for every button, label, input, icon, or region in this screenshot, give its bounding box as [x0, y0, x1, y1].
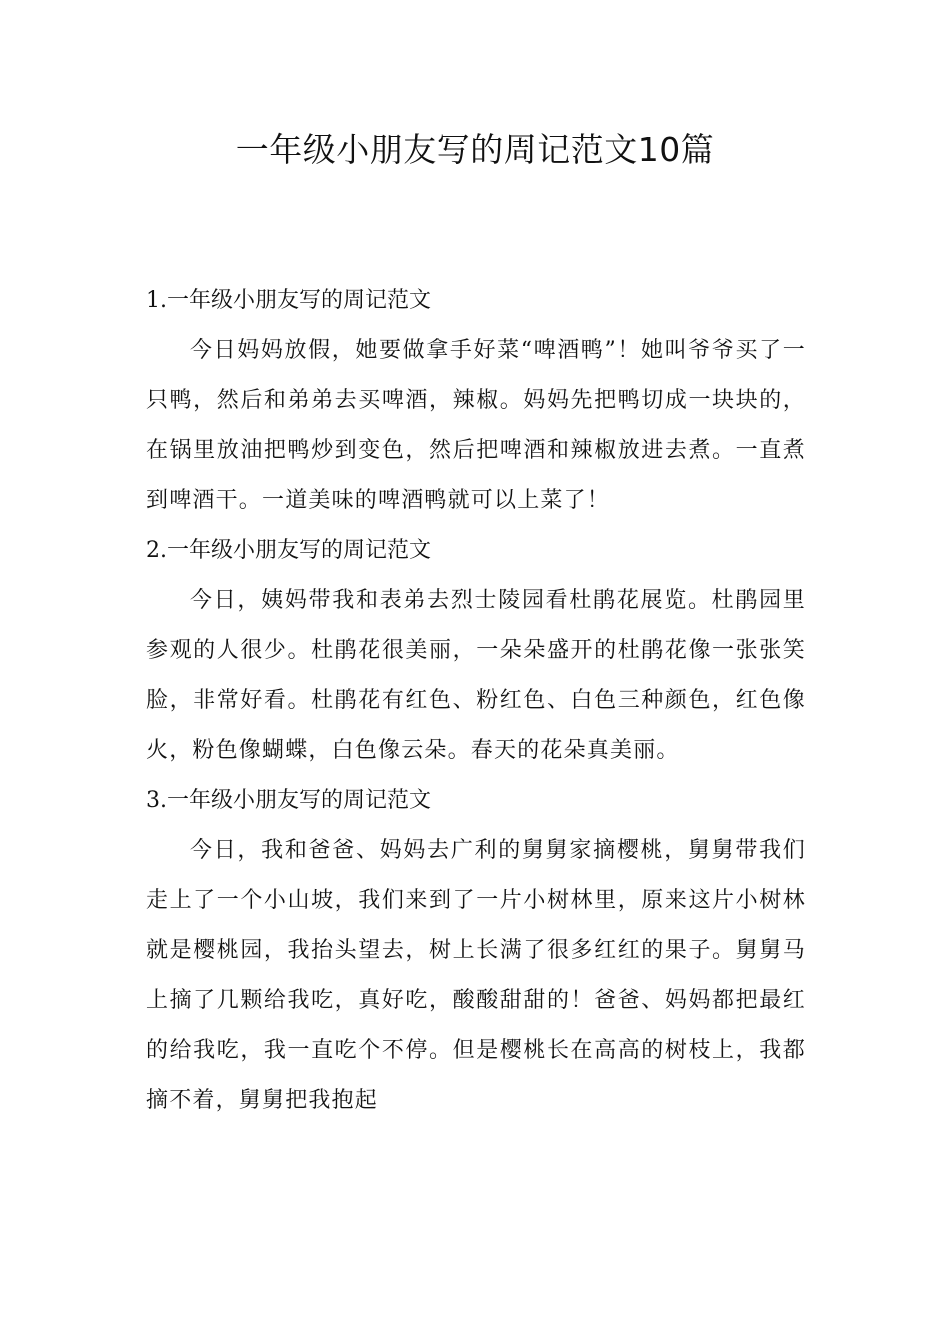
document-title: 一年级小朋友写的周记范文10篇 [235, 130, 715, 169]
section-1 [146, 276, 806, 526]
section-heading: 1.一年级小朋友写的周记范文 [146, 288, 431, 313]
section-heading: 2.一年级小朋友写的周记范文 [146, 538, 431, 563]
section-2 [146, 526, 806, 776]
section-body: 今日，我和爸爸、妈妈去广利的舅舅家摘樱桃，舅舅带我们走上了一个小山坡，我们来到了一片小树林里，原来这片小树林就是樱桃园，我抬头望去，树上长满了很多红红的果子。舅舅马上摘了几颗给我吃，真好吃，酸酸甜甜的！爸爸、妈妈都把最红的给我吃，我一直吃个不停。但是樱桃长在高高的树枝上，我都摘不着，舅舅把我抱起 [146, 838, 806, 1113]
section-heading: 3.一年级小朋友写的周记范文 [146, 788, 431, 813]
section-body: 今日妈妈放假，她要做拿手好菜“啤酒鸭”！她叫爷爷买了一只鸭，然后和弟弟去买啤酒，辣椒。妈妈先把鸭切成一块块的，在锅里放油把鸭炒到变色，然后把啤酒和辣椒放进去煮。一直煮到啤酒干。一道美味的啤酒鸭就可以上菜了！ [146, 338, 806, 513]
document-content [146, 276, 806, 1126]
section-body: 今日，姨妈带我和表弟去烈士陵园看杜鹃花展览。杜鹃园里参观的人很少。杜鹃花很美丽，一朵朵盛开的杜鹃花像一张张笑脸，非常好看。杜鹃花有红色、粉红色、白色三种颜色，红色像火，粉色像蝴蝶，白色像云朵。春天的花朵真美丽。 [146, 588, 806, 763]
section-3 [146, 776, 806, 1126]
